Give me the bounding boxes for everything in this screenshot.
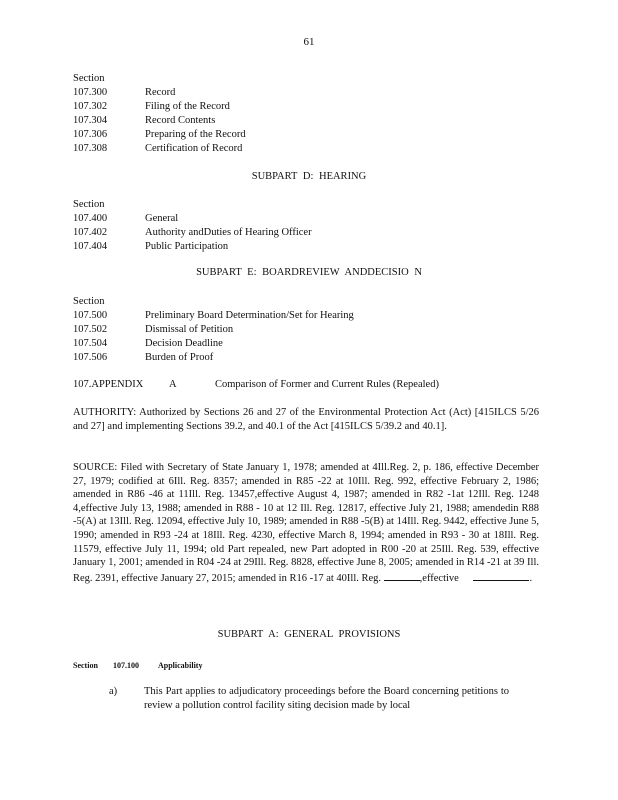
subpart-e-heading: SUBPART E: BOARDREVIEW ANDDECISIO N xyxy=(196,267,422,278)
section-heading xyxy=(73,659,202,673)
subsection-label: a) xyxy=(109,686,118,697)
toc-section-title: Burden of Proof xyxy=(145,352,214,363)
appendix-letter: A xyxy=(169,379,177,390)
source-paragraph xyxy=(73,461,539,585)
subpart-c-toc xyxy=(73,72,553,156)
section-heading-title: Applicability xyxy=(158,661,203,670)
toc-section-number: 107.302 xyxy=(73,101,108,112)
toc-section-title: Decision Deadline xyxy=(145,338,223,349)
toc-section-number: 107.404 xyxy=(73,241,108,252)
toc-section-title: Dismissal of Petition xyxy=(145,324,234,335)
toc-section-title: Record Contents xyxy=(145,115,216,126)
toc-section-title: Public Participation xyxy=(145,241,229,252)
toc-section-number: 107.500 xyxy=(73,310,108,321)
toc-section-title: Certification of Record xyxy=(145,143,243,154)
toc-section-heading: Section xyxy=(73,296,105,307)
toc-row xyxy=(73,142,553,156)
toc-section-number: 107.306 xyxy=(73,129,108,140)
toc-row xyxy=(73,114,553,128)
toc-row xyxy=(73,86,553,100)
toc-row xyxy=(73,337,553,351)
section-heading-number: 107.100 xyxy=(113,661,139,670)
toc-section-heading: Section xyxy=(73,73,105,84)
toc-section-number: 107.308 xyxy=(73,143,108,154)
toc-section-title: Record xyxy=(145,87,176,98)
toc-row xyxy=(73,212,553,226)
subsection-a xyxy=(109,685,509,712)
toc-row xyxy=(73,226,553,240)
toc-section-number: 107.506 xyxy=(73,352,108,363)
blank-line xyxy=(473,570,529,581)
blank-line xyxy=(384,570,420,581)
toc-row xyxy=(73,351,553,365)
toc-row xyxy=(73,128,553,142)
toc-section-number: 107.304 xyxy=(73,115,108,126)
toc-section-title: Authority andDuties of Hearing Officer xyxy=(145,227,312,238)
toc-row xyxy=(73,240,553,254)
appendix-label: 107.APPENDIX xyxy=(73,379,144,390)
authority-paragraph: AUTHORITY: Authorized by Sections 26 and 27 of the Environmental Protection Act (Act) [415ILCS 5/26 and 27] and implementing Sections 39.2, and 40.1 of the Act [415ILCS 5/39.2 and 40.1]. xyxy=(73,407,539,432)
toc-section-title: Preliminary Board Determination/Set for Hearing xyxy=(145,310,354,321)
appendix-line xyxy=(73,378,553,392)
subpart-d-heading: SUBPART D: HEARING xyxy=(251,171,367,182)
toc-section-title: Filing of the Record xyxy=(145,101,230,112)
page-number: 61 xyxy=(303,36,315,48)
toc-section-heading: Section xyxy=(73,199,105,210)
toc-row xyxy=(73,309,553,323)
toc-row xyxy=(73,323,553,337)
subpart-d-toc xyxy=(73,198,553,254)
subpart-e-toc xyxy=(73,295,553,365)
subsection-text: This Part applies to adjudicatory proceedings before the Board concerning petitions to review a pollution control facility siting decision made by local xyxy=(144,686,509,711)
appendix-title: Comparison of Former and Current Rules (Repealed) xyxy=(215,379,439,390)
toc-section-number: 107.504 xyxy=(73,338,108,349)
toc-section-number: 107.502 xyxy=(73,324,108,335)
source-effective-label: ,effective xyxy=(419,572,459,584)
toc-row xyxy=(73,100,553,114)
toc-section-number: 107.300 xyxy=(73,87,108,98)
toc-section-title: General xyxy=(145,213,179,224)
toc-section-number: 107.402 xyxy=(73,227,108,238)
subpart-a-heading: SUBPART A: GENERAL PROVISIONS xyxy=(217,629,401,640)
section-heading-label: Section xyxy=(73,661,98,670)
toc-section-number: 107.400 xyxy=(73,213,108,224)
toc-section-title: Preparing of the Record xyxy=(145,129,246,140)
source-end-punct: . xyxy=(529,572,533,584)
source-text: SOURCE: Filed with Secretary of State January 1, 1978; amended at 4Ill.Reg. 2, p. 186, effective December 27, 1979; codified at 6Ill. Reg. 8357; amended in R85 -22 at 10Ill. Reg. 992, effective February 2, 1986; amended in R86 -46 at 11Ill. Reg. 13457,effective August 4, 1987; amended in R82 -1at 12Ill. Reg. 1248 4,effective July 13, 1988; amended in R88 - 10 at 12 Ill. Reg. 12817, effective July 21, 1988; amendedin R88 -5(A) at 13Ill. Reg. 12094, effective July 10, 1989; amended in R88 -5(B) at 14Ill. Reg. 9442, effective June 5, 1990; amended in R93 -24 at 18Ill. Reg. 4230, effective March 8, 1994; amended in R93 - 30 at 18Ill. Reg. 11579, effective July 11, 1994; old Part repealed, new Part adopted in R00 -20 at 25Ill. Reg. 539, effective January 1, 2001; amended in R04 -24 at 29Ill. Reg. 8828, effective June 8, 2005; amended in R14 -21 at 39 Ill. Reg. 2391, effective January 27, 2015; amended in R16 -17 at 40Ill. Reg. xyxy=(73,462,539,584)
